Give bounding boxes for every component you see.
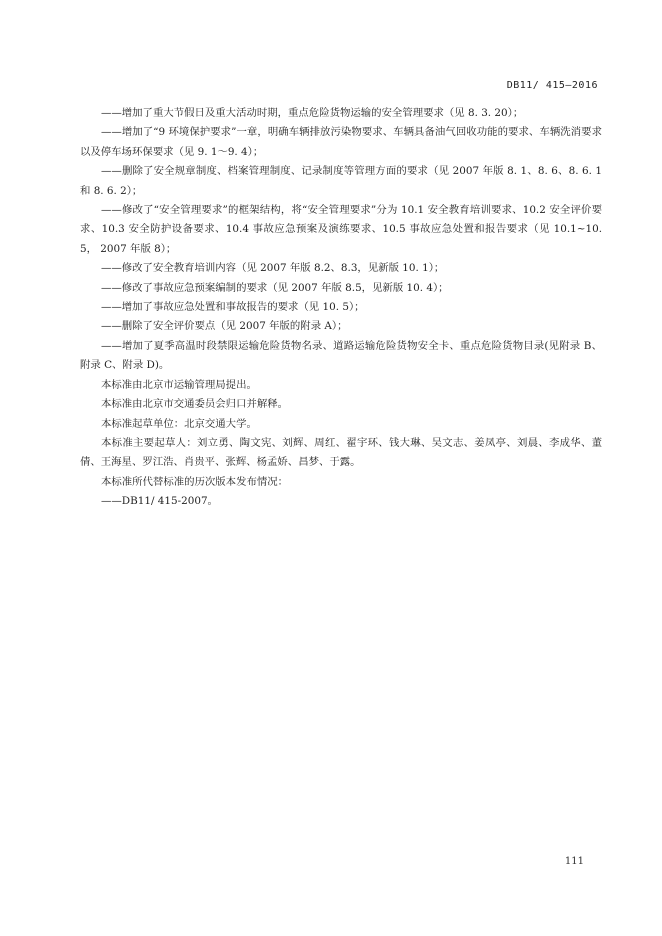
paragraph-2: ——增加了“9 环境保护要求”一章，明确车辆排放污染物要求、车辆具备油气回收功能的要求、车辆洗消要求以及停车场环保要求（见 9. 1～9. 4）； xyxy=(80,126,602,158)
paragraph-5: ——修改了安全教育培训内容（见 2007 年版 8.2、8.3，见新版 10. 1）； xyxy=(101,262,445,275)
paragraph-3: ——删除了安全规章制度、档案管理制度、记录制度等管理方面的要求（见 2007 年版 8. 1、8. 6、8. 6. 1 和 8. 6. 2）； xyxy=(80,165,602,197)
paragraph-14: 本标准所代替标准的历次版本发布情况： xyxy=(101,475,289,488)
paragraph-9: ——增加了夏季高温时段禁限运输危险货物名录、道路运输危险货物安全卡、重点危险货物目录(见附录 B、附录 C、附录 D)。 xyxy=(80,339,602,372)
paragraph-4: ——修改了“安全管理要求”的框架结构，将“安全管理要求”分为 10.1 安全教育培训要求、10.2 安全评价要求、10.3 安全防护设备要求、10.4 事故应急预案及演练要求、10.5 事故应急处置和报告要求（见 10.1~10.5， 2007 年版 8）； xyxy=(80,204,602,255)
paragraph-12: 本标准起草单位：北京交通大学。 xyxy=(101,417,257,430)
paragraph-6: ——修改了事故应急预案编制的要求（见 2007 年版 8.5，见新版 10. 4）； xyxy=(101,281,449,294)
paragraph-13: 本标准主要起草人：刘立勇、陶文宪、刘辉、周红、翟宇环、钱大琳、吴文志、姜凤亭、刘晨、李成华、董倩、王海星、罗江浩、肖贵平、张辉、杨孟娇、昌梦、于露。 xyxy=(80,436,602,469)
paragraph-11: 本标准由北京市交通委员会归口并解释。 xyxy=(101,398,289,411)
paragraph-8: ——删除了安全评价要点（见 2007 年版的附录 A）； xyxy=(101,320,348,333)
body-text xyxy=(80,104,602,512)
page-number: 111 xyxy=(564,856,584,867)
standard-code-header: DB11/ 415—2016 xyxy=(506,80,598,91)
paragraph-1: ——增加了重大节假日及重大活动时期，重点危险货物运输的安全管理要求（见 8. 3. 20）； xyxy=(101,107,524,119)
paragraph-7: ——增加了事故应急处置和事故报告的要求（见 10. 5）； xyxy=(101,301,365,314)
paragraph-10: 本标准由北京市运输管理局提出。 xyxy=(101,378,257,391)
paragraph-15: ——DB11/ 415-2007。 xyxy=(101,495,218,508)
